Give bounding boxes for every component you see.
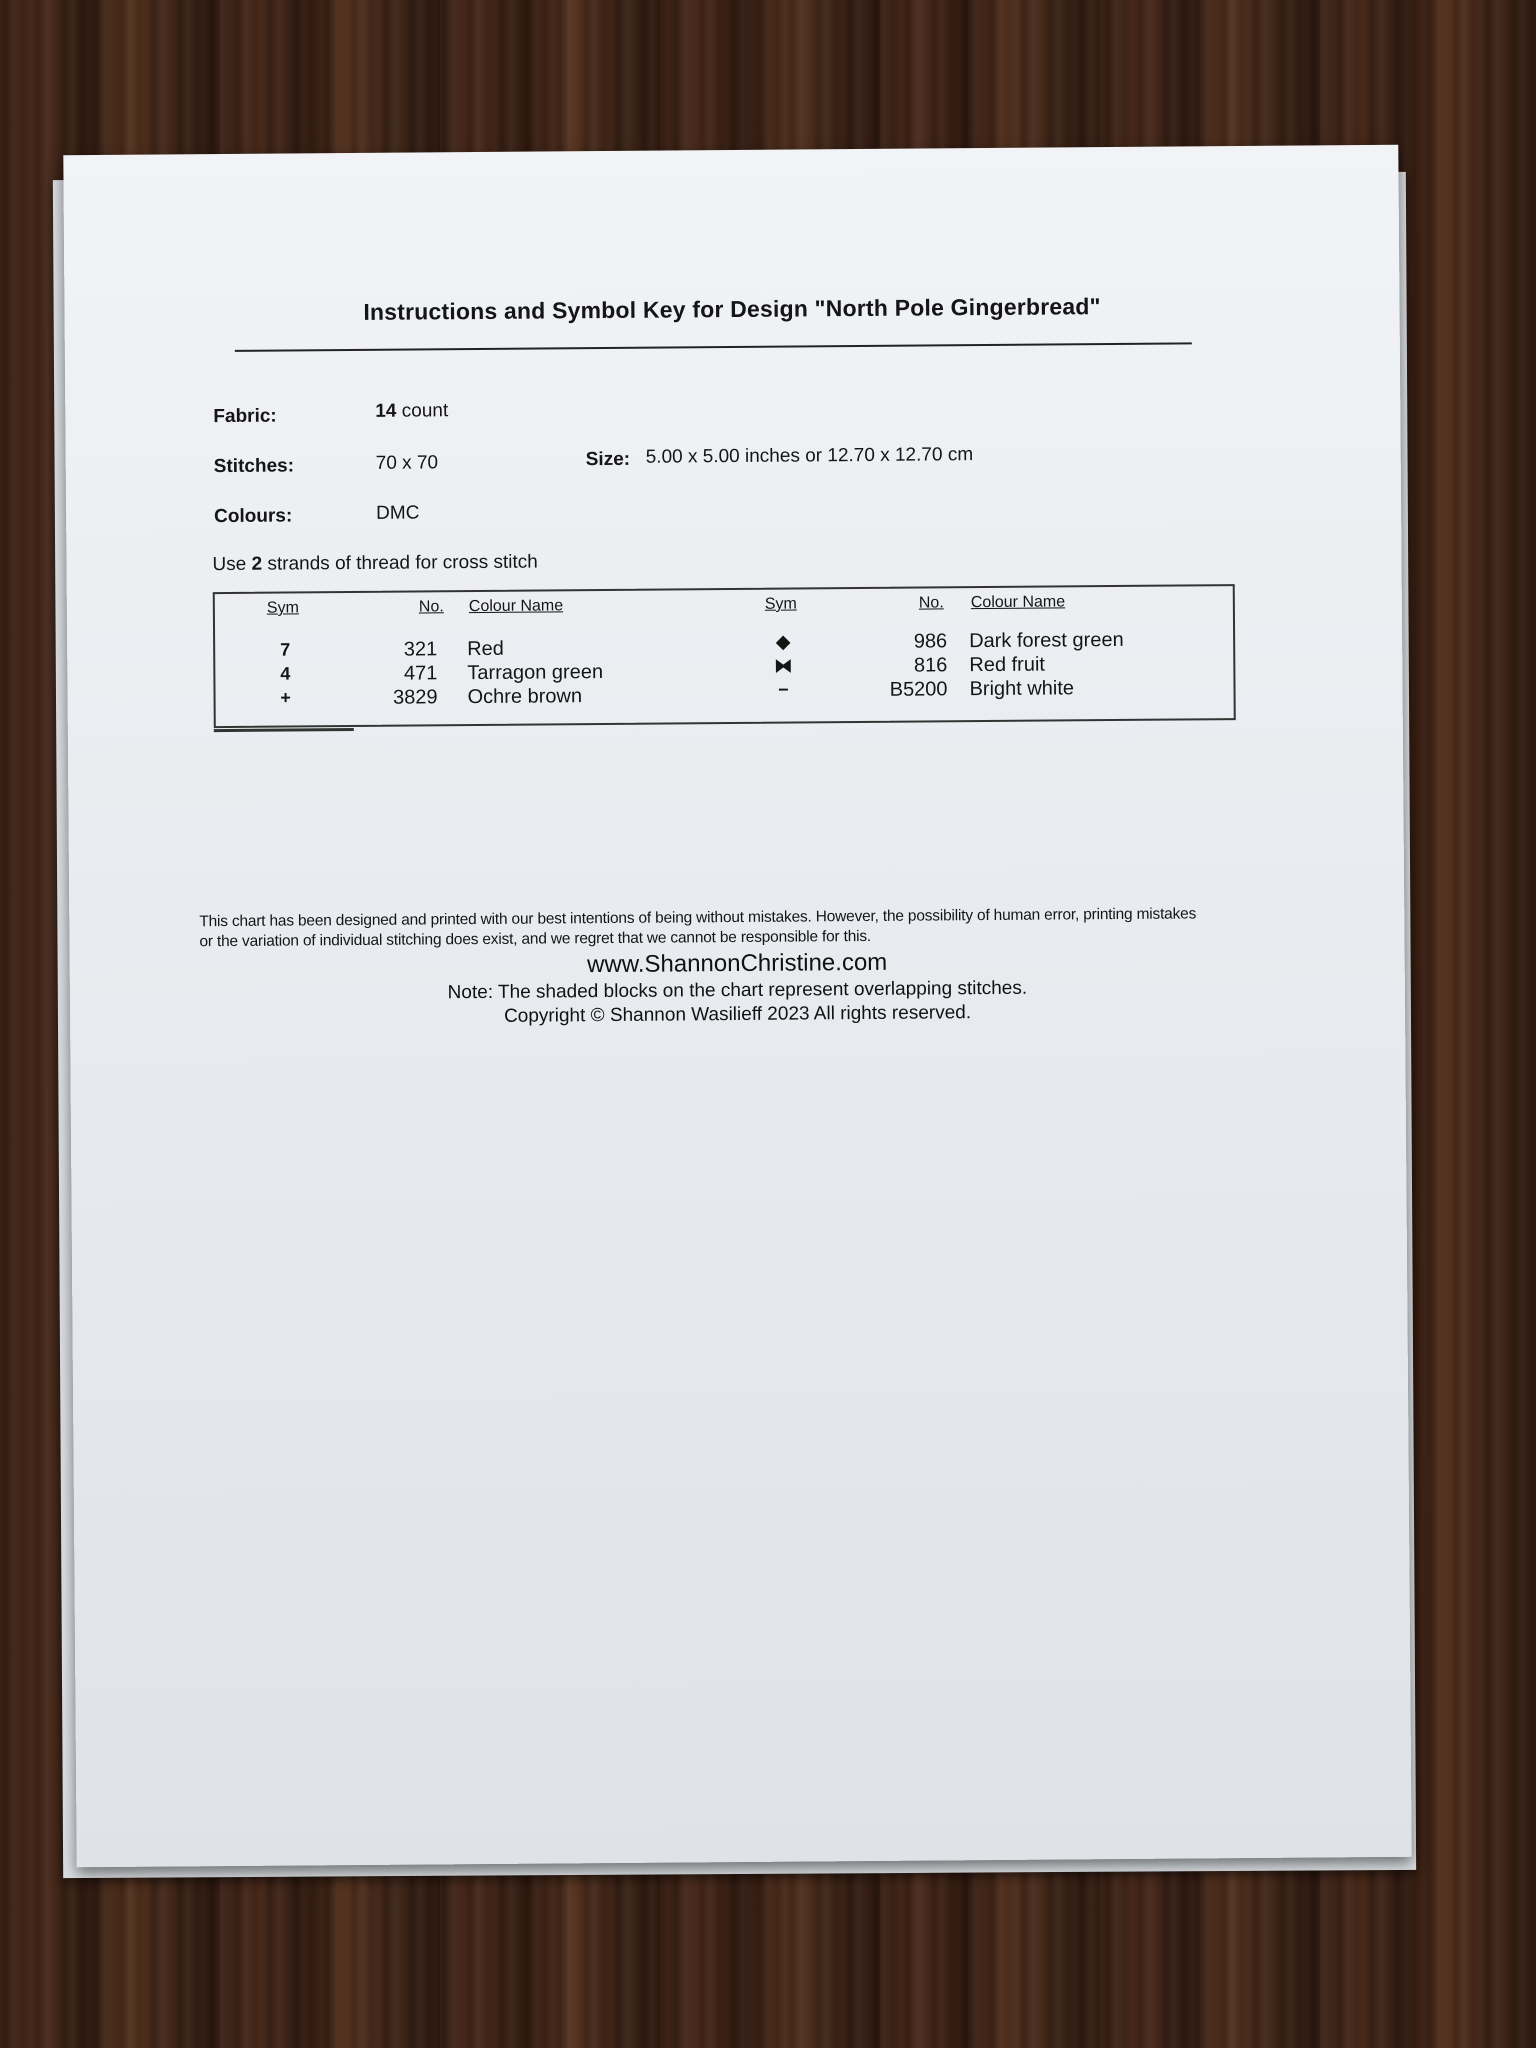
strands-prefix: Use <box>212 553 247 576</box>
stitches-value: 70 x 70 <box>375 452 439 474</box>
key-symbol: 7 <box>280 639 291 660</box>
size-value: 5.00 x 5.00 inches or 12.70 x 12.70 cm <box>645 444 974 468</box>
fabric-count: 14 <box>375 400 397 422</box>
colours-value: DMC <box>376 502 420 524</box>
colours-label: Colours: <box>214 505 293 528</box>
header-colour-name-right: Colour Name <box>970 593 1066 612</box>
document-title: Instructions and Symbol Key for Design "North Pole Gingerbread" <box>363 293 1101 325</box>
header-sym-left: Sym <box>266 599 299 617</box>
copyright-notice: Copyright © Shannon Wasilieff 2023 All rights reserved. <box>503 1002 972 1027</box>
symbol-key-table <box>213 584 1236 728</box>
key-number: 3829 <box>392 686 438 709</box>
key-colour-name: Red fruit <box>969 653 1046 677</box>
key-number: 321 <box>403 638 438 661</box>
fabric-unit: count <box>401 400 449 422</box>
key-number: 471 <box>403 662 438 685</box>
disclaimer-text: This chart has been designed and printed with our best intentions of being without mistakes. However, the possibility of human error, printing mistakes or the variation of individual stitching does exist, and we regret that we cannot be responsible for this. <box>199 905 1197 951</box>
header-no-right: No. <box>918 594 944 612</box>
title-divider <box>235 342 1192 352</box>
key-colour-name: Bright white <box>969 677 1075 701</box>
key-colour-name: Dark forest green <box>969 628 1124 653</box>
key-colour-name: Tarragon green <box>467 661 604 685</box>
header-colour-name-left: Colour Name <box>468 597 564 616</box>
size-label: Size: <box>585 448 631 471</box>
key-symbol: + <box>280 687 291 708</box>
key-symbol: ◆ <box>776 631 791 652</box>
key-number: 816 <box>913 654 948 677</box>
header-sym-right: Sym <box>764 595 797 613</box>
key-colour-name: Red <box>467 637 504 661</box>
key-number: B5200 <box>889 678 948 701</box>
key-number: 986 <box>913 630 948 653</box>
instruction-sheet <box>63 145 1411 1867</box>
table-shadow-line <box>214 728 354 732</box>
strands-suffix: strands of thread for cross stitch <box>267 551 538 575</box>
stitches-label: Stitches: <box>213 455 295 478</box>
strands-count: 2 <box>251 553 263 575</box>
header-no-left: No. <box>418 598 444 616</box>
strands-instruction <box>212 552 537 577</box>
shaded-blocks-note: Note: The shaded blocks on the chart represent overlapping stitches. <box>447 977 1028 1004</box>
fabric-value <box>375 400 448 423</box>
fabric-label: Fabric: <box>213 405 277 428</box>
key-colour-name: Ochre brown <box>467 685 583 709</box>
key-symbol: 4 <box>280 663 291 684</box>
website-url: www.ShannonChristine.com <box>586 948 888 979</box>
key-symbol: − <box>778 679 789 700</box>
key-symbol: ⧓ <box>774 655 793 676</box>
